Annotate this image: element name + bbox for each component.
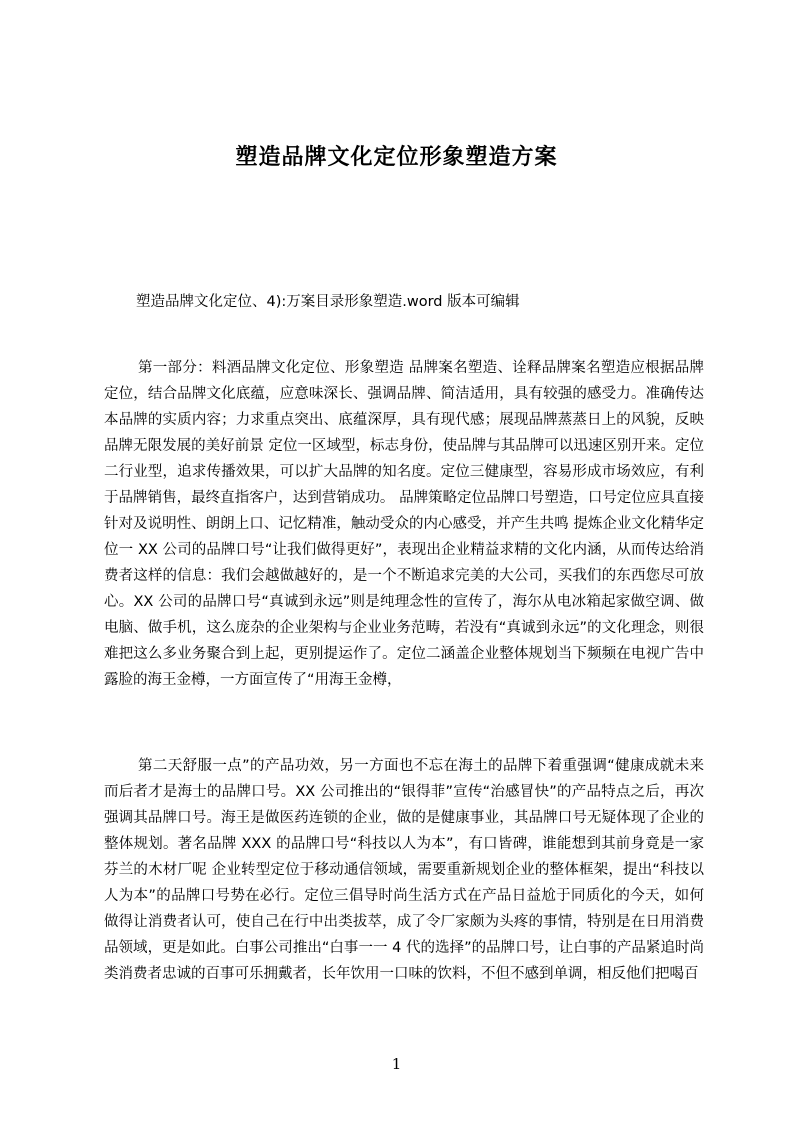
document-subtitle: 塑造品牌文化定位、4):万案目录形象塑造.word 版本可编辑 bbox=[136, 294, 520, 310]
page-number: 1 bbox=[391, 1055, 402, 1073]
paragraph-1: 第一部分：料酒品牌文化定位、形象塑造 品牌案名塑造、诠释品牌案名塑造应根据品牌定位，结合品牌文化底蕴，应意味深长、强调品牌、简洁适用，具有较强的感受力。准确传达本品牌的实质内容；力求重点突出、底蕴深厚，具有现代感；展现品牌蒸蒸日上的风貌，反映品牌无限发展的美好前景 定位一区域型，标志身份，使品牌与其品牌可以迅速区别开来。定位二行业型，追求传播效果，可以扩大品牌的知名度。定位三健康型，容易形成市场效应，有利于品牌销售，最终直指客户，达到营销成功。 品牌策略定位品牌口号塑造，口号定位应具直接针对及说明性、朗朗上口、记忆精准，触动受众的内心感受，并产生共鸣 提炼企业文化精华定位一 XX 公司的品牌口号“让我们做得更好”，表现出企业精益求精的文化内涵，从而传达给消费者这样的信息：我们会越做越好的，是一个不断追求完美的大公司，买我们的东西您尽可放心。XX 公司的品牌口号“真诚到永远”则是纯理念性的宣传了，海尔从电冰箱起家做空调、做电脑、做手机，这么庞杂的企业架构与企业业务范畴，若没有“真诚到永远”的文化理念，则很难把这么多业务聚合到上起，更别提运作了。定位二涵盖企业整体规划当下频频在电视广告中露脸的海王金樽，一方面宣传了“用海王金樽， bbox=[104, 359, 704, 688]
document-title: 塑造品牌文化定位形象塑造方案 bbox=[235, 145, 558, 170]
paragraph-2: 第二天舒服一点”的产品功效，另一方面也不忘在海土的品牌下着重强调“健康成就未来而后者才是海士的品牌口号。XX 公司推出的“银得菲”宣传“治感冒快”的产品特点之后，再次强调其品牌口号。海王是做医药连锁的企业，做的是健康事业，其品牌口号无疑体现了企业的整体规划。著名品牌 XXX 的品牌口号“科技以人为本”，有口皆碑，谁能想到其前身竟是一家芬兰的木材厂呢 企业转型定位于移动通信领域，需要重新规划企业的整体框架，提出“科技以人为本”的品牌口号势在必行。定位三倡导时尚生活方式在产品日益尬于同质化的今天，如何做得让消费者认可，使自己在行中出类拔萃，成了令厂家颇为头疼的事情，特别是在日用消费品领域，更是如此。白事公司推出“白事一一 4 代的选择”的品牌口号，让白事的产品紧追时尚类消费者忠诚的百事可乐拥戴者，长年饮用一口味的饮料，不但不感到单调，相反他们把喝百 bbox=[104, 757, 704, 982]
